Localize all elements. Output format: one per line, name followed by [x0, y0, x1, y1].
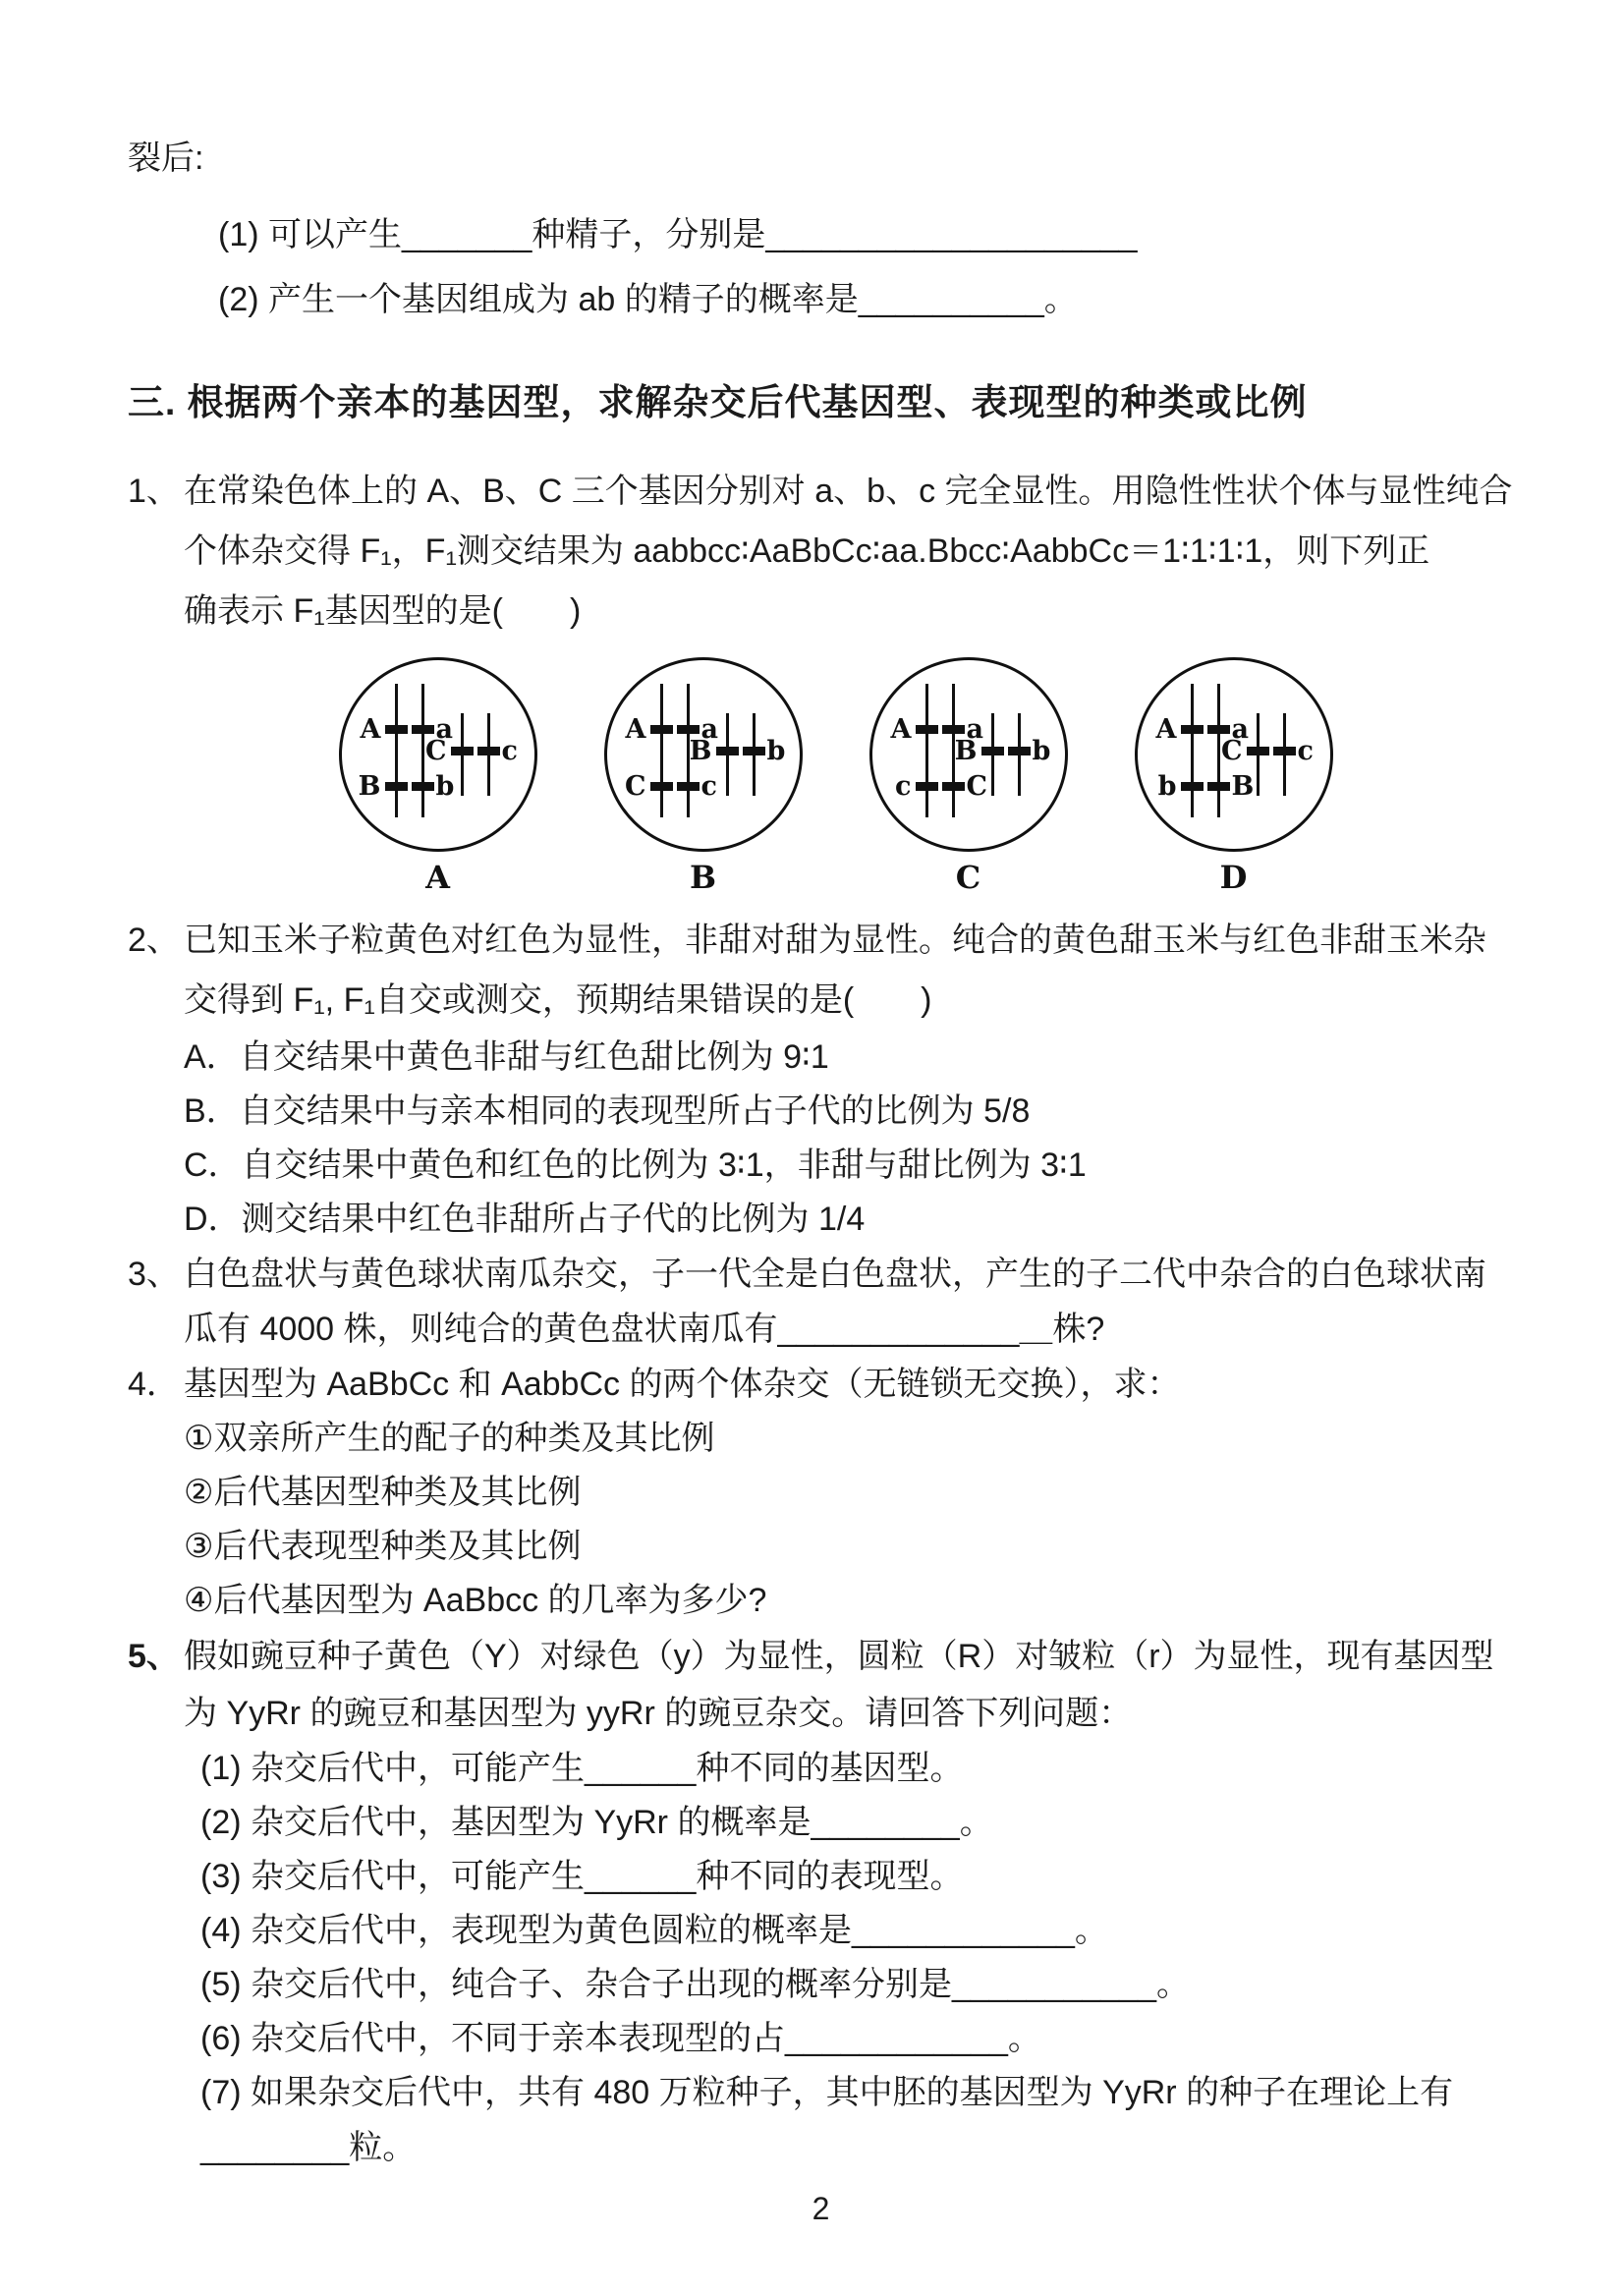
gene-label: C	[625, 771, 646, 802]
gene-label: c	[895, 771, 912, 802]
gene-label: a	[435, 714, 453, 745]
top-items	[128, 202, 1514, 332]
q3-text-1: 白色盘状与黄色球状南瓜杂交，子一代全是白色盘状，产生的子二代中杂合的白色球状南	[184, 1256, 1486, 1293]
q5-item-7: (7) 如果杂交后代中，共有 480 万粒种子，其中胚的基因型为 YyRr 的种子在理论上有	[200, 2074, 1454, 2111]
q5-line-2: 为 YyRr 的豌豆和基因型为 yyRr 的豌豆杂交。请回答下列问题：	[184, 1695, 1133, 1732]
chromosome-line	[1191, 684, 1194, 817]
gene-label: A	[890, 714, 912, 745]
figure-caption: D	[1219, 859, 1248, 896]
q1-text-1: 在常染色体上的 A、B、C 三个基因分别对 a、b、c 完全显性。用隐性性状个体与显性纯合	[184, 473, 1513, 510]
genotype-diagram-option-d	[1135, 657, 1333, 895]
gene-band	[1273, 747, 1296, 755]
q1-line-1	[128, 462, 1514, 522]
gene-label: b	[1157, 771, 1177, 802]
q5-text-1: 假如豌豆种子黄色（Y）对绿色（y）为显性，圆粒（R）对皱粒（r）为显性，现有基因型	[184, 1638, 1494, 1675]
gene-label: A	[1155, 714, 1177, 745]
gene-band	[477, 747, 500, 755]
gene-band	[1181, 782, 1204, 791]
chromosome-line	[395, 684, 398, 817]
q5-item-3: (3) 杂交后代中，可能产生______种不同的表现型。	[200, 1858, 964, 1895]
q5-item-1: (1) 杂交后代中，可能产生______种不同的基因型。	[200, 1750, 964, 1787]
gene-label: a	[966, 714, 983, 745]
q2-line-2: 交得到 F₁, F₁自交或测交，预期结果错误的是( )	[184, 981, 932, 1019]
gene-band	[942, 725, 965, 734]
page-content	[128, 134, 1514, 2230]
question-2	[128, 911, 1514, 1247]
gene-label: a	[700, 714, 718, 745]
gene-label: C	[966, 771, 987, 802]
question-3	[128, 1247, 1514, 1357]
q4-number: 4．	[128, 1366, 180, 1403]
q5-number: 5、	[128, 1638, 180, 1675]
lead-text: 裂后:	[128, 140, 204, 177]
gene-band	[650, 725, 673, 734]
gene-band	[1247, 747, 1269, 755]
q5-line-1	[128, 1628, 1514, 1685]
gene-band	[916, 725, 938, 734]
q2-text-1: 已知玉米子粒黄色对红色为显性，非甜对甜为显性。纯合的黄色甜玉米与红色非甜玉米杂	[184, 922, 1486, 959]
q5-item-4: (4) 杂交后代中，表现型为黄色圆粒的概率是____________。	[200, 1912, 1108, 1949]
q5-item-5: (5) 杂交后代中，纯合子、杂合子出现的概率分别是___________。	[200, 1966, 1190, 2003]
q4-item-4: ④后代基因型为 AaBbcc 的几率为多少?	[184, 1582, 767, 1619]
gene-label: B	[689, 736, 712, 766]
gene-band	[981, 747, 1004, 755]
q4-item-3: ③后代表现型种类及其比例	[184, 1528, 582, 1565]
q4-item-2: ②后代基因型种类及其比例	[184, 1474, 582, 1511]
gene-label: A	[360, 714, 381, 745]
figure-caption: A	[425, 859, 450, 896]
gene-label: A	[625, 714, 646, 745]
gene-band	[677, 782, 700, 791]
q4-sub-items	[128, 1412, 1514, 1628]
q1-line-2: 个体杂交得 F₁，F₁测交结果为 aabbcc∶AaBbCc∶aa.Bbcc∶AabbCc＝1∶1∶1∶1，则下列正	[184, 532, 1430, 570]
gene-label: b	[435, 771, 455, 802]
q2-option-a: A．自交结果中黄色非甜与红色甜比例为 9∶1	[184, 1038, 829, 1076]
cell-outline	[604, 657, 803, 852]
figure-caption: C	[955, 859, 981, 896]
q3-line-1	[128, 1247, 1514, 1302]
gene-band	[650, 782, 673, 791]
q4-line-1	[128, 1357, 1514, 1412]
gene-band	[743, 747, 765, 755]
top-item-1: (1) 可以产生_______种精子，分别是____________________	[218, 216, 1138, 253]
genotype-diagrams	[157, 657, 1514, 895]
question-5	[128, 1628, 1514, 2175]
genotype-diagram-option-a	[339, 657, 537, 895]
section-heading: 三. 根据两个亲本的基因型，求解杂交后代基因型、表现型的种类或比例	[128, 382, 1308, 422]
q4-text-1: 基因型为 AaBbCc 和 AabbCc 的两个体杂交（无链锁无交换），求：	[184, 1366, 1181, 1403]
gene-band	[385, 725, 408, 734]
gene-label: b	[766, 736, 786, 766]
q4-item-1: ①双亲所产生的配子的种类及其比例	[184, 1420, 715, 1457]
cell-outline	[1135, 657, 1333, 852]
q2-options	[128, 1031, 1514, 1247]
question-4	[128, 1357, 1514, 1628]
gene-band	[1207, 782, 1230, 791]
gene-band	[1008, 747, 1031, 755]
cell-outline	[339, 657, 537, 852]
q2-line-1	[128, 911, 1514, 971]
gene-label: B	[1231, 771, 1255, 802]
genotype-diagram-option-c	[869, 657, 1068, 895]
page-number: 2	[812, 2191, 830, 2226]
q1-number: 1、	[128, 473, 180, 510]
q5-last-line: ________粒。	[200, 2129, 417, 2166]
gene-label: C	[425, 736, 447, 766]
gene-band	[677, 725, 700, 734]
gene-band	[412, 725, 434, 734]
q2-option-c: C．自交结果中黄色和红色的比例为 3∶1，非甜与甜比例为 3∶1	[184, 1146, 1087, 1184]
gene-label: a	[1231, 714, 1249, 745]
top-item-2: (2) 产生一个基因组成为 ab 的精子的概率是__________。	[218, 281, 1078, 318]
gene-band	[412, 782, 434, 791]
gene-band	[1181, 725, 1204, 734]
gene-band	[716, 747, 739, 755]
cell-outline	[869, 657, 1068, 852]
question-1	[128, 462, 1514, 642]
q5-sub-items	[128, 1742, 1514, 2120]
q3-number: 3、	[128, 1256, 180, 1293]
figure-caption: B	[689, 859, 717, 896]
gene-band	[1207, 725, 1230, 734]
q3-line-2: 瓜有 4000 株，则纯合的黄色盘状南瓜有_____________＿株?	[184, 1311, 1105, 1348]
gene-band	[942, 782, 965, 791]
q2-option-d: D．测交结果中红色非甜所占子代的比例为 1/4	[184, 1201, 866, 1238]
gene-band	[385, 782, 408, 791]
gene-label: b	[1032, 736, 1051, 766]
q2-option-b: B．自交结果中与亲本相同的表现型所占子代的比例为 5/8	[184, 1092, 1031, 1130]
gene-label: c	[1297, 736, 1314, 766]
gene-label: c	[501, 736, 518, 766]
chromosome-line	[925, 684, 928, 817]
q5-item-6: (6) 杂交后代中，不同于亲本表现型的占____________。	[200, 2020, 1041, 2057]
q1-line-3: 确表示 F₁基因型的是( )	[184, 592, 582, 630]
gene-band	[916, 782, 938, 791]
gene-label: C	[1221, 736, 1243, 766]
q5-item-2: (2) 杂交后代中，基因型为 YyRr 的概率是________。	[200, 1804, 993, 1841]
genotype-diagram-option-b	[604, 657, 803, 895]
gene-label: B	[358, 771, 381, 802]
gene-label: c	[700, 771, 717, 802]
chromosome-line	[660, 684, 663, 817]
gene-label: B	[954, 736, 978, 766]
q2-number: 2、	[128, 922, 180, 959]
gene-band	[451, 747, 474, 755]
